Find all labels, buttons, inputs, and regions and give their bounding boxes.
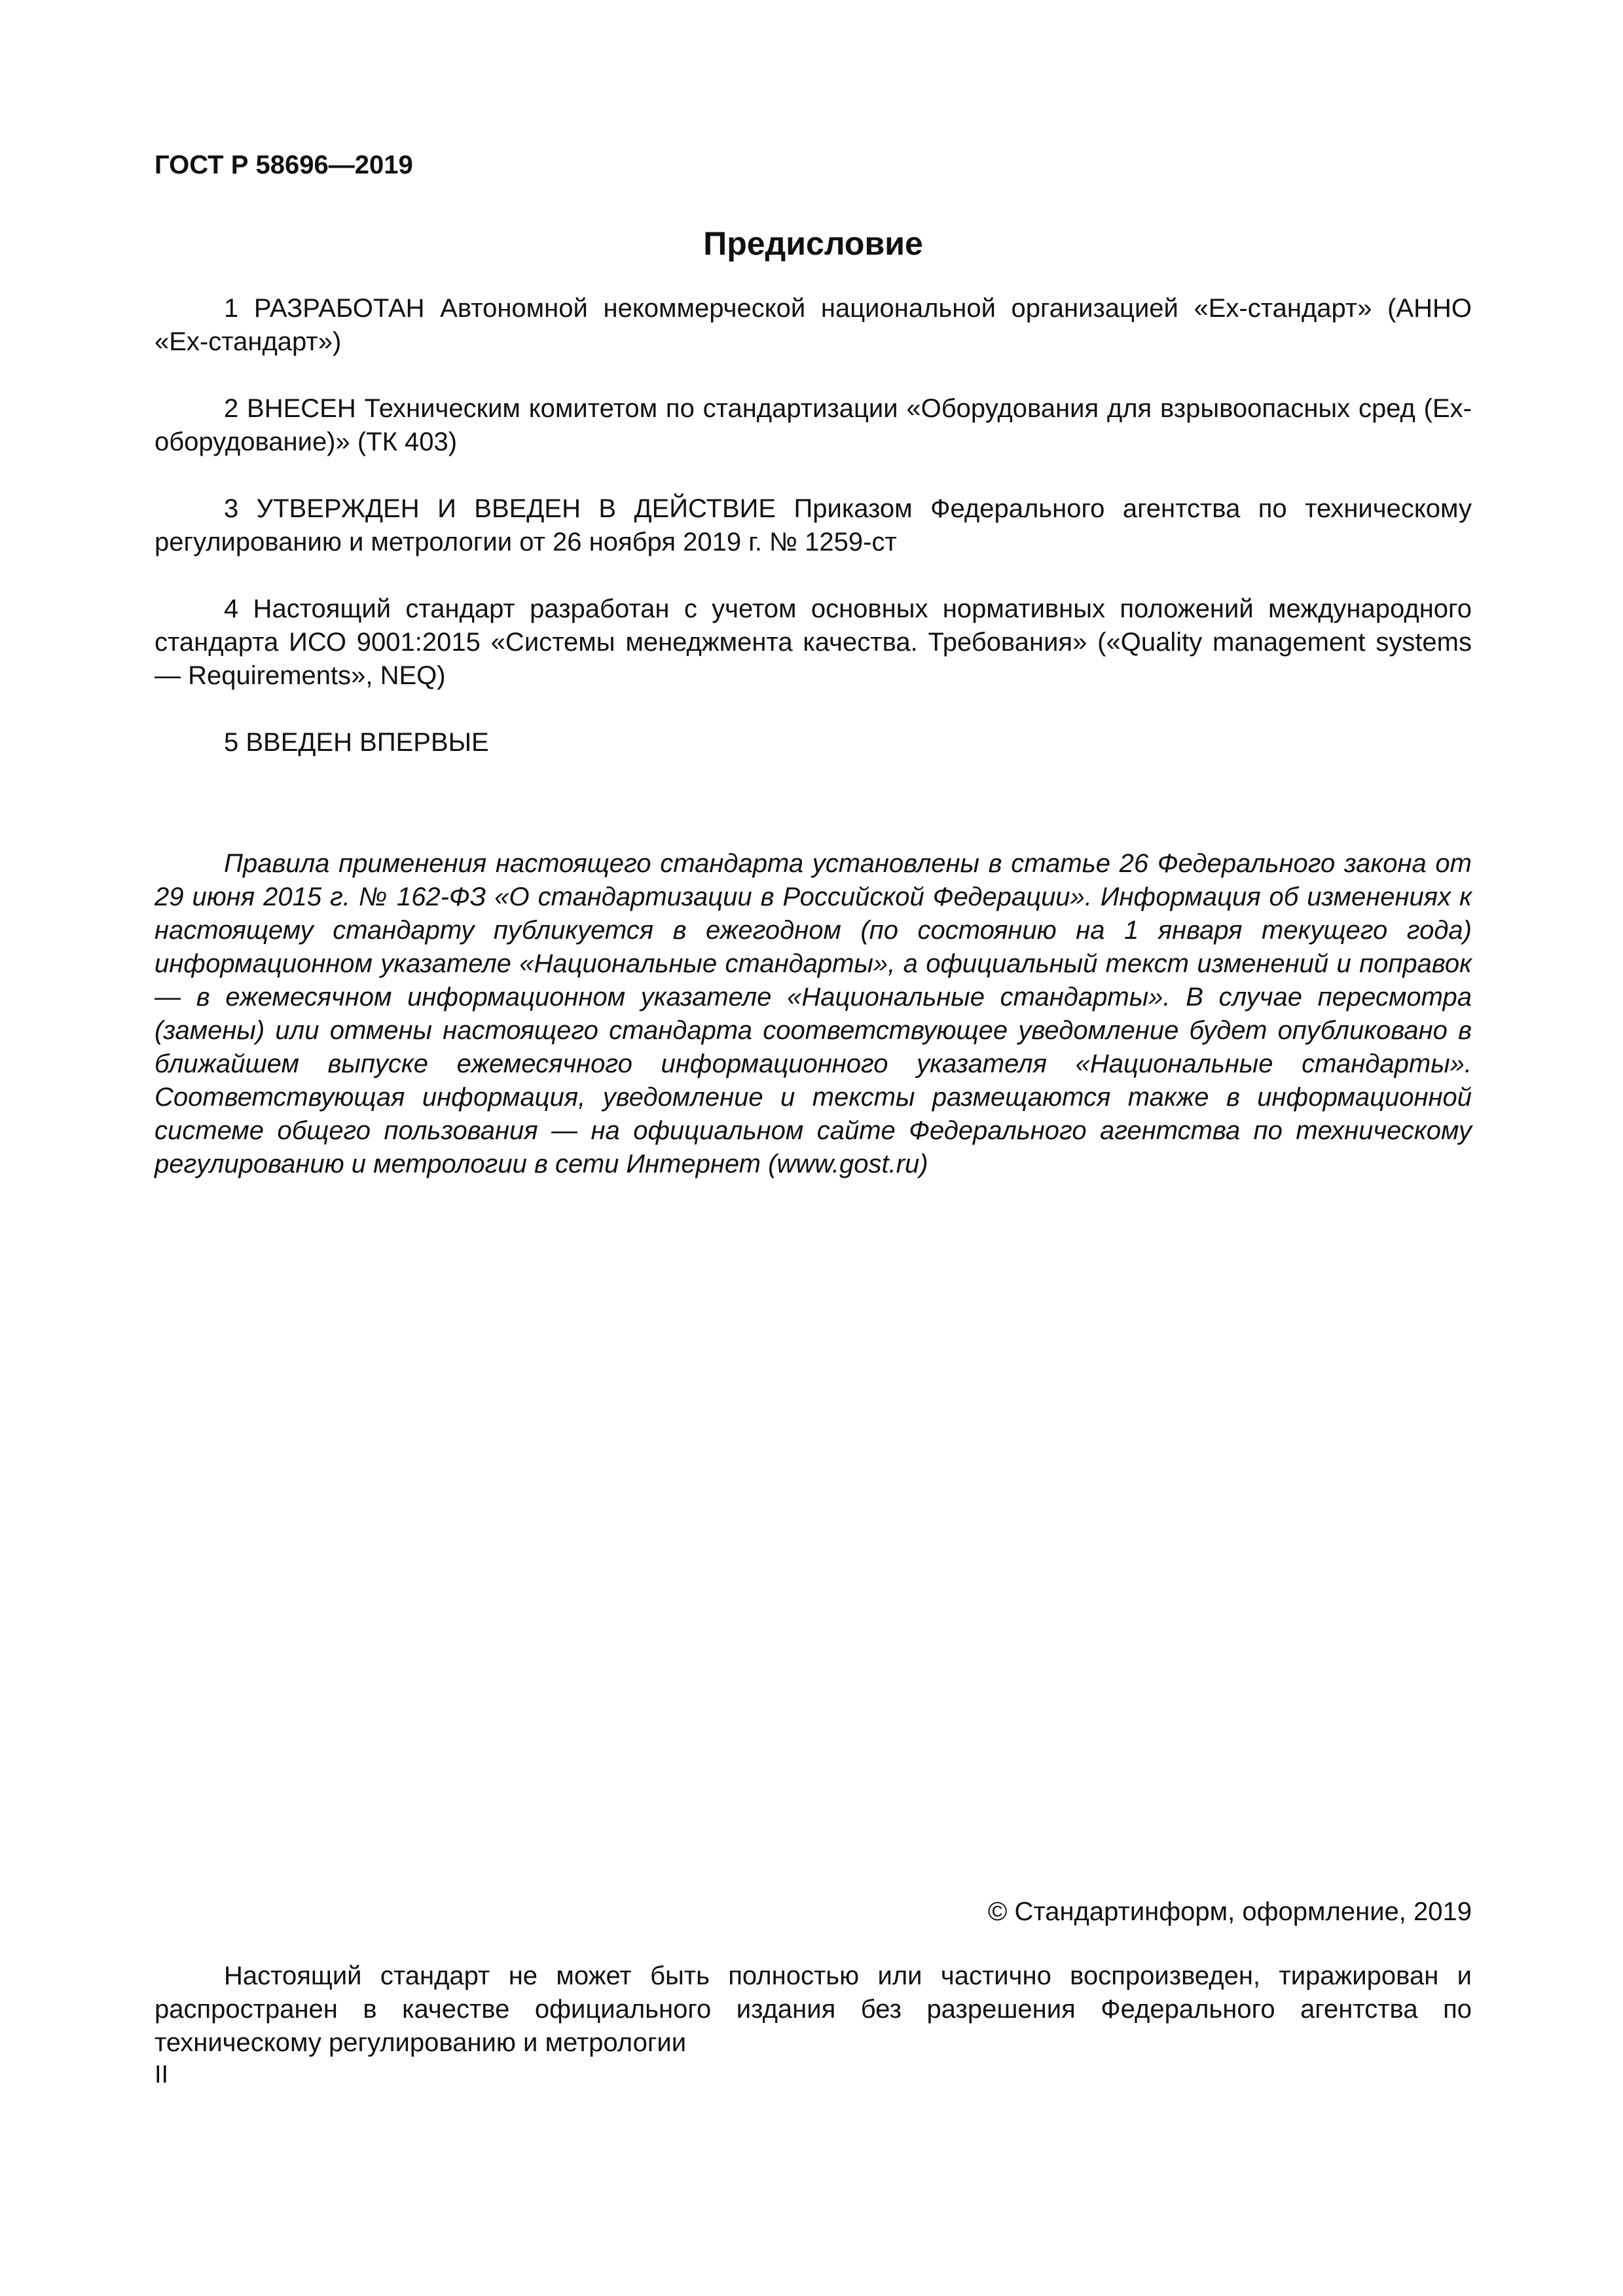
preface-items (155, 292, 1472, 793)
page-title: Предисловие (703, 225, 923, 262)
preface-item-1: 1 РАЗРАБОТАН Автономной некоммерческой национальной организацией «Ех-стандарт» (АННО «Ех-стандарт») (155, 294, 1472, 356)
copyright-line: © Стандартинформ, оформление, 2019 (987, 1897, 1472, 1926)
application-rules-notice: Правила применения настоящего стандарта установлены в статье 26 Федерального закона от 29 июня 2015 г. № 162-ФЗ «О стандартизации в Российской Федерации». Информация об изменениях к настоящему стандарту публикуется в ежегодном (по состоянию на 1 января текущего года) информационном указателе «Национальные стандарты», а официальный текст изменений и поправок — в ежемесячном информационном указателе «Национальные стандарты». В случае пересмотра (замены) или отмены настоящего стандарта соответствующее уведомление будет опубликовано в ближайшем выпуске ежемесячного информационного указателя «Национальные стандарты». Соответствующая информация, уведомление и тексты размещаются также в информационной системе общего пользования — на официальном сайте Федерального агентства по техническому регулированию и метрологии в сети Интернет (www.gost.ru) (155, 849, 1472, 1178)
preface-item-5: 5 ВВЕДЕН ВПЕРВЫЕ (224, 728, 489, 757)
preface-item-3: 3 УТВЕРЖДЕН И ВВЕДЕН В ДЕЙСТВИЕ Приказом Федерального агентства по техническому регулированию и метрологии от 26 ноября 2019 г. № 1259-ст (155, 494, 1472, 556)
preface-item-4: 4 Настоящий стандарт разработан с учетом основных нормативных положений международного стандарта ИСО 9001:2015 «Системы менеджмента качества. Требования» («Quality management systems — Requirements», NEQ) (155, 594, 1472, 690)
document-code: ГОСТ Р 58696—2019 (155, 151, 413, 179)
page-number: II (155, 2061, 169, 2088)
preface-item-2: 2 ВНЕСЕН Техническим комитетом по стандартизации «Оборудования для взрывоопасных сред (Ех-оборудование)» (ТК 403) (155, 394, 1472, 456)
reproduction-restriction: Настоящий стандарт не может быть полностью или частично воспроизведен, тиражирован и распространен в качестве официального издания без разрешения Федерального агентства по техническому регулированию и метрологии (155, 1961, 1472, 2057)
